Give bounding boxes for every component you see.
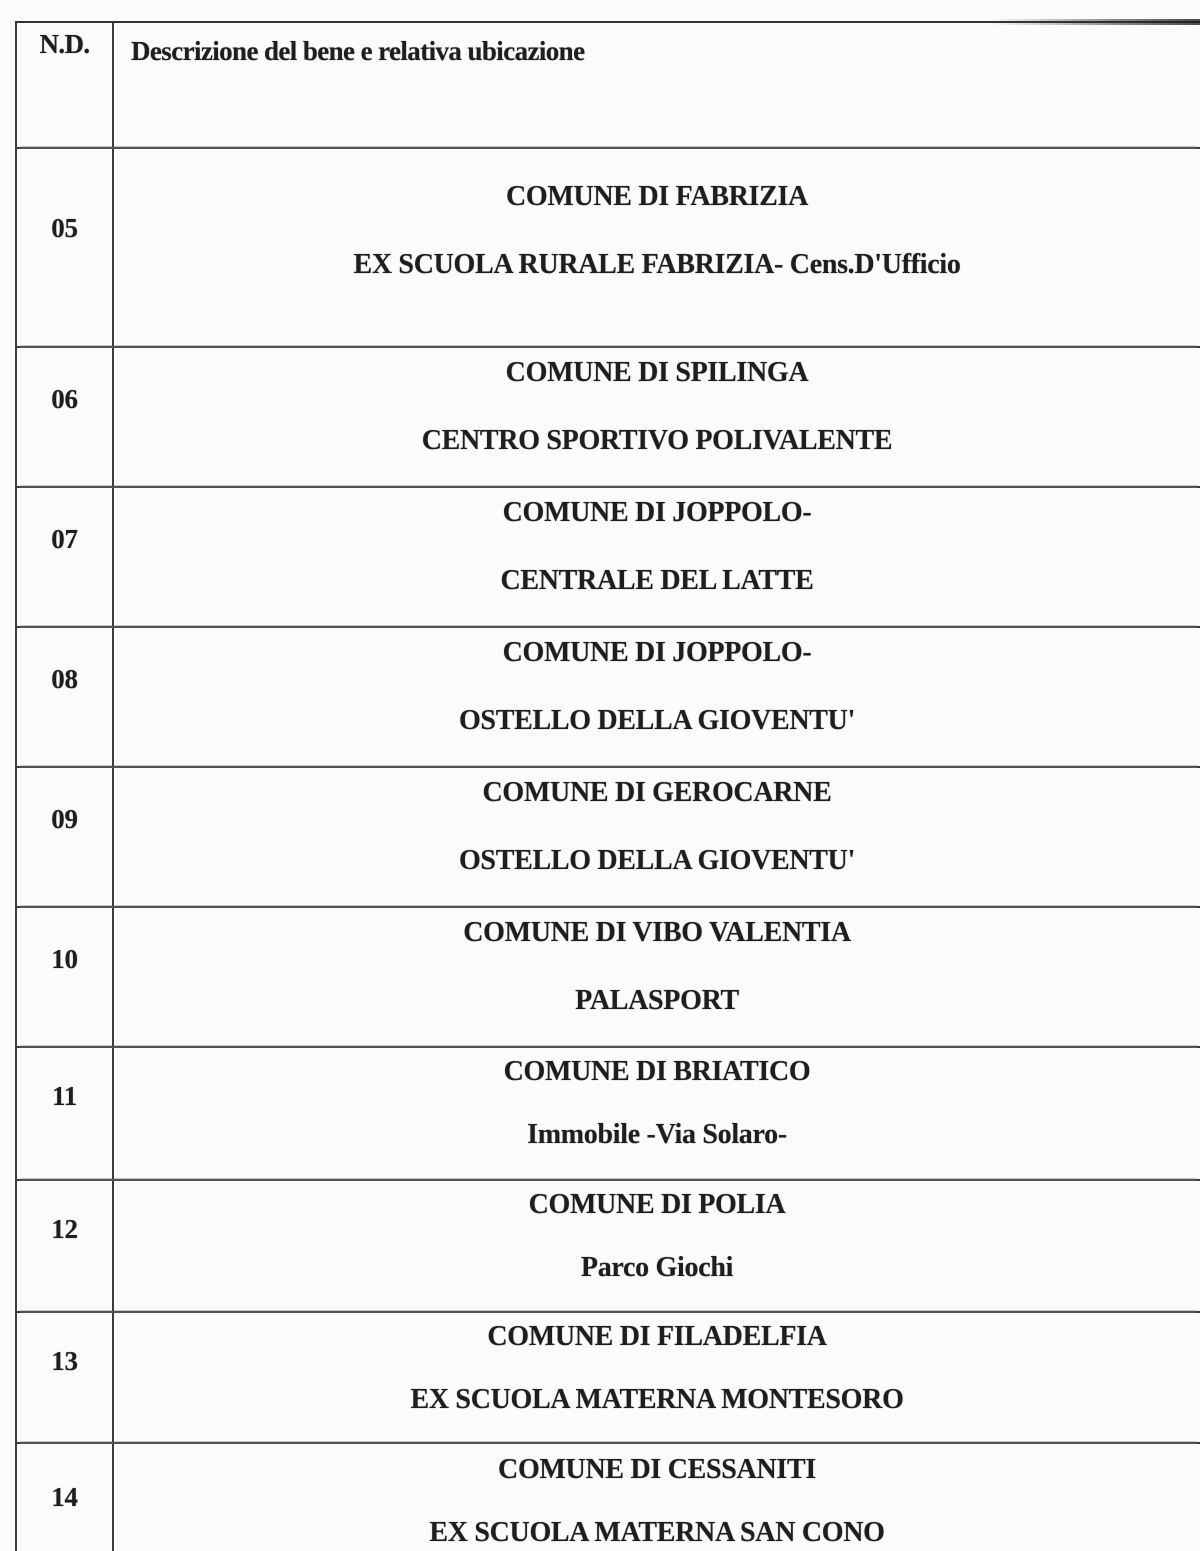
description-cell xyxy=(114,488,1200,626)
row-number: 14 xyxy=(51,1482,78,1512)
comune-name: COMUNE DI VIBO VALENTIA xyxy=(463,917,851,948)
table-row xyxy=(17,1444,1200,1551)
row-number: 08 xyxy=(51,664,78,694)
description-cell xyxy=(114,1313,1200,1442)
property-description: Immobile -Via Solaro- xyxy=(527,1119,787,1150)
property-description: EX SCUOLA MATERNA SAN CONO xyxy=(429,1517,885,1548)
row-number: 13 xyxy=(51,1346,78,1376)
description-cell xyxy=(114,908,1200,1046)
row-number-cell xyxy=(17,768,114,906)
header-description-label: Descrizione del bene e relativa ubicazione xyxy=(131,36,585,66)
header-nd-label: N.D. xyxy=(39,29,90,59)
row-number-cell xyxy=(17,488,114,626)
comune-name: COMUNE DI GEROCARNE xyxy=(482,777,832,808)
header-description-cell xyxy=(114,23,1200,147)
row-number-cell xyxy=(17,908,114,1046)
property-description: EX SCUOLA RURALE FABRIZIA- Cens.D'Ufficio xyxy=(353,249,961,280)
table-row xyxy=(17,1181,1200,1313)
table-row xyxy=(17,768,1200,908)
description-cell xyxy=(114,628,1200,766)
property-description: EX SCUOLA MATERNA MONTESORO xyxy=(410,1384,904,1415)
row-number-cell xyxy=(17,1181,114,1311)
row-number-cell xyxy=(17,348,114,486)
row-number-cell xyxy=(17,1048,114,1179)
table-header-row xyxy=(17,23,1200,149)
description-cell xyxy=(114,1181,1200,1311)
header-nd-cell xyxy=(17,23,114,147)
description-cell xyxy=(114,768,1200,906)
comune-name: COMUNE DI POLIA xyxy=(528,1189,786,1220)
comune-name: COMUNE DI FABRIZIA xyxy=(505,181,809,212)
row-number-cell xyxy=(17,149,114,346)
table-row xyxy=(17,488,1200,628)
row-number: 09 xyxy=(51,804,78,834)
table-row xyxy=(17,1048,1200,1181)
row-number: 12 xyxy=(51,1214,78,1244)
property-description: CENTRO SPORTIVO POLIVALENTE xyxy=(421,425,893,456)
description-cell xyxy=(114,1048,1200,1179)
table-row xyxy=(17,1313,1200,1444)
assets-table xyxy=(15,21,1200,1551)
property-description: OSTELLO DELLA GIOVENTU' xyxy=(458,705,856,736)
comune-name: COMUNE DI SPILINGA xyxy=(505,357,809,388)
row-number-cell xyxy=(17,628,114,766)
row-number-cell xyxy=(17,1313,114,1442)
row-number: 05 xyxy=(51,213,78,243)
comune-name: COMUNE DI JOPPOLO- xyxy=(502,637,812,668)
row-number: 06 xyxy=(51,384,78,414)
table-row xyxy=(17,348,1200,488)
description-cell xyxy=(114,348,1200,486)
description-cell xyxy=(114,1444,1200,1551)
comune-name: COMUNE DI FILADELFIA xyxy=(487,1321,827,1352)
comune-name: COMUNE DI JOPPOLO- xyxy=(502,497,812,528)
table-row xyxy=(17,149,1200,348)
property-description: Parco Giochi xyxy=(580,1252,734,1283)
row-number: 10 xyxy=(51,944,78,974)
table-row xyxy=(17,908,1200,1048)
row-number: 11 xyxy=(52,1081,77,1111)
table-row xyxy=(17,628,1200,768)
row-number: 07 xyxy=(51,524,78,554)
property-description: PALASPORT xyxy=(575,985,739,1016)
property-description: OSTELLO DELLA GIOVENTU' xyxy=(458,845,856,876)
description-cell xyxy=(114,149,1200,346)
comune-name: COMUNE DI CESSANITI xyxy=(498,1454,816,1485)
row-number-cell xyxy=(17,1444,114,1551)
property-description: CENTRALE DEL LATTE xyxy=(500,565,814,596)
comune-name: COMUNE DI BRIATICO xyxy=(503,1056,811,1087)
